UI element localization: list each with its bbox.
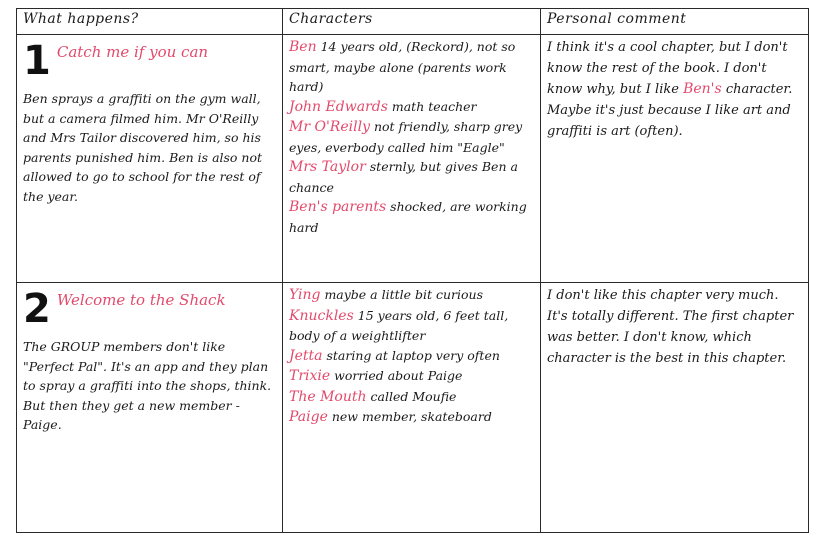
character-description: math teacher (391, 98, 477, 114)
chapter-row-1 (17, 35, 809, 283)
header-what-happens: What happens? (17, 9, 283, 35)
personal-comment-cell (541, 283, 809, 533)
character-name: Ben's parents (289, 199, 387, 215)
reading-log-table (16, 8, 809, 533)
character-name: The Mouth (289, 388, 367, 405)
character-name: Mr O'Reilly (289, 119, 370, 135)
character-entry (289, 387, 534, 408)
character-name: Ben (289, 39, 317, 55)
character-description: staring at laptop very often (326, 347, 500, 363)
character-entry (289, 117, 534, 157)
character-entry (289, 306, 534, 346)
character-name: Jetta (289, 347, 323, 364)
header-row (17, 9, 809, 35)
character-description: 14 years old, (Reckord), not so smart, maybe alone (parents work hard) (289, 39, 516, 94)
what-happens-cell (17, 283, 283, 533)
character-entry (289, 37, 534, 97)
character-entry (289, 197, 534, 237)
comment-highlight: Ben's (683, 81, 722, 97)
chapter-title: Welcome to the Shack (56, 291, 226, 309)
characters-cell (283, 283, 541, 533)
character-entry (289, 407, 534, 428)
chapter-summary: The GROUP members don't like "Perfect Pal". It's an app and they plan to spray a graffiti into the shops, think. But then they get a new member - Paige. (23, 339, 272, 432)
character-entry (289, 285, 534, 306)
character-name: John Edwards (289, 98, 388, 115)
header-personal-comment: Personal comment (541, 9, 809, 35)
character-name: Paige (289, 409, 328, 425)
character-name: Knuckles (289, 307, 354, 324)
character-description: worried about Paige (334, 368, 463, 383)
characters-cell (283, 35, 541, 283)
chapter-title: Catch me if you can (56, 43, 209, 61)
character-entry (289, 366, 534, 387)
character-description: new member, skateboard (331, 409, 492, 424)
character-description: shocked, are working hard (289, 199, 527, 235)
character-description: called Moufie (370, 388, 457, 404)
personal-comment (547, 285, 802, 369)
character-entry (289, 157, 534, 197)
comment-text: I don't like this chapter very much. It's totally different. The first chapter was better. I don't know, which character is the best in this chapter. (547, 288, 794, 366)
character-entry (289, 346, 534, 367)
character-name: Ying (289, 287, 321, 303)
character-name: Trixie (289, 368, 331, 384)
chapter-number: 1 (23, 38, 51, 84)
character-description: maybe a little bit curious (324, 287, 484, 302)
comment-text-end: character. Maybe it's just because I like art and graffiti is art (often). (547, 82, 793, 139)
chapter-number: 2 (23, 286, 51, 332)
what-happens-cell (17, 35, 283, 283)
character-description: sternly, but gives Ben a chance (289, 159, 518, 195)
character-description: not friendly, sharp grey eyes, everbody called him "Eagle" (289, 119, 523, 155)
character-description: 15 years old, 6 feet tall, body of a weightlifter (289, 307, 509, 343)
personal-comment (547, 37, 802, 142)
personal-comment-cell (541, 35, 809, 283)
chapter-summary: Ben sprays a graffiti on the gym wall, but a camera filmed him. Mr O'Reilly and Mrs Tailor discovered him, so his parents punished him. Ben is also not allowed to go to school for the rest of the year. (23, 91, 263, 204)
character-name: Mrs Taylor (289, 159, 366, 175)
character-entry (289, 97, 534, 118)
chapter-row-2 (17, 283, 809, 533)
header-characters: Characters (283, 9, 541, 35)
comment-text: I think it's a cool chapter, but I don't know the rest of the book. I don't know why, but I like (547, 40, 788, 97)
